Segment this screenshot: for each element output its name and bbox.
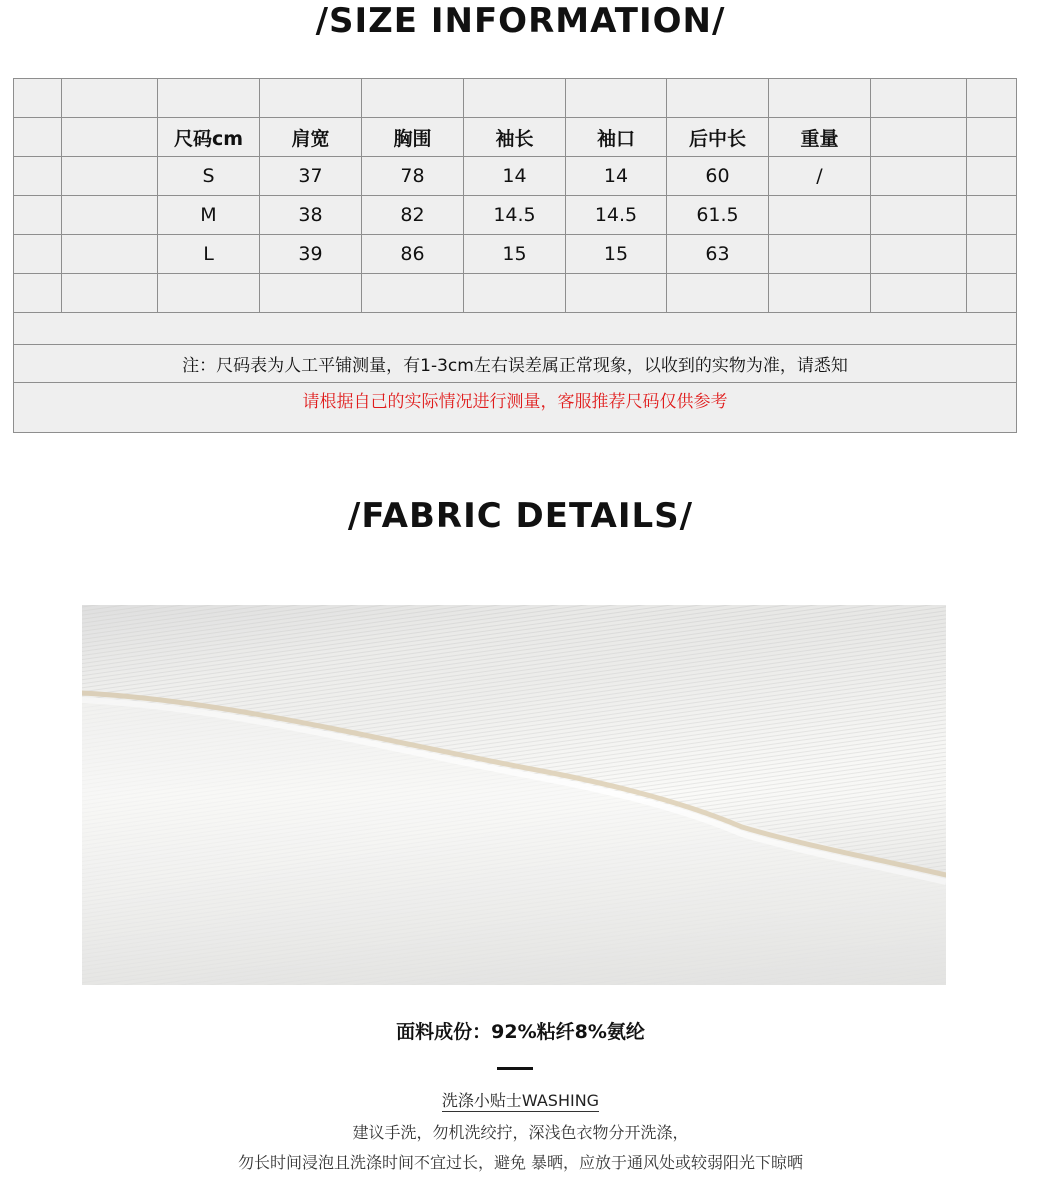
table-row	[14, 157, 1017, 196]
table-cell: 86	[362, 235, 464, 274]
fabric-composition: 面料成份：92%粘纤8%氨纶	[396, 1021, 645, 1043]
header-chest: 胸围	[362, 118, 464, 157]
table-cell: 14	[464, 157, 566, 196]
table-cell: L	[158, 235, 260, 274]
table-header-row	[14, 118, 1017, 157]
table-row-spacer	[14, 313, 1017, 345]
fabric-photo	[82, 605, 946, 985]
table-cell: 14.5	[464, 196, 566, 235]
table-cell: /	[769, 157, 871, 196]
table-cell: 78	[362, 157, 464, 196]
measurement-note: 注：尺码表为人工平铺测量，有1-3cm左右误差属正常现象，以收到的实物为准，请悉知	[14, 345, 1017, 383]
table-row-warning	[14, 383, 1017, 433]
divider	[497, 1067, 533, 1070]
table-cell: 15	[566, 235, 667, 274]
table-cell: 14.5	[566, 196, 667, 235]
table-row	[14, 235, 1017, 274]
fabric-texture	[82, 605, 946, 985]
header-shoulder: 肩宽	[260, 118, 362, 157]
measurement-warning: 请根据自己的实际情况进行测量，客服推荐尺码仅供参考	[14, 383, 1017, 433]
table-cell: S	[158, 157, 260, 196]
table-cell: 37	[260, 157, 362, 196]
table-cell: 38	[260, 196, 362, 235]
fabric-details-title: /FABRIC DETAILS/	[347, 496, 694, 536]
table-cell: 15	[464, 235, 566, 274]
table-cell: 63	[667, 235, 769, 274]
table-row-empty-top	[14, 79, 1017, 118]
header-back-length: 后中长	[667, 118, 769, 157]
header-sleeve-length: 袖长	[464, 118, 566, 157]
table-cell: 14	[566, 157, 667, 196]
size-table	[13, 78, 1017, 433]
washing-instructions-line-1: 建议手洗，勿机洗绞拧，深浅色衣物分开洗涤，	[352, 1123, 689, 1142]
table-cell: 60	[667, 157, 769, 196]
table-cell: 39	[260, 235, 362, 274]
table-cell	[769, 196, 871, 235]
table-row-note	[14, 345, 1017, 383]
size-information-title: /SIZE INFORMATION/	[315, 1, 726, 41]
table-cell: 82	[362, 196, 464, 235]
washing-instructions-line-2: 勿长时间浸泡且洗涤时间不宜过长，避免 暴晒，应放于通风处或较弱阳光下晾晒	[237, 1153, 804, 1172]
washing-tips-title-text: 洗涤小贴士WASHING	[441, 1091, 600, 1110]
table-cell: M	[158, 196, 260, 235]
header-weight: 重量	[769, 118, 871, 157]
header-size: 尺码cm	[158, 118, 260, 157]
table-row-empty-bottom	[14, 274, 1017, 313]
table-cell	[769, 235, 871, 274]
header-cuff: 袖口	[566, 118, 667, 157]
washing-tips-title	[0, 1090, 1041, 1112]
table-cell: 61.5	[667, 196, 769, 235]
table-row	[14, 196, 1017, 235]
